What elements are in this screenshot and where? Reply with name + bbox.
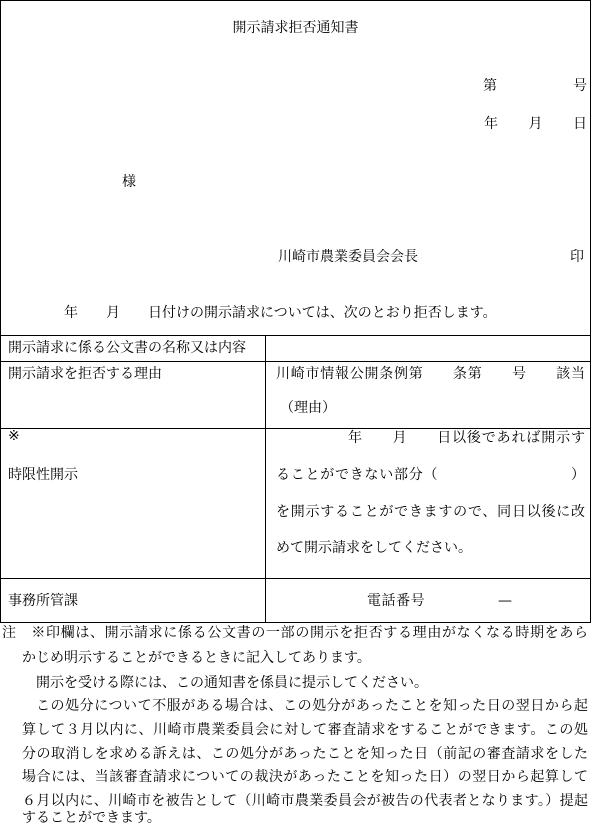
note-line: かじめ明示することができるときに記入してあります。 — [22, 650, 371, 666]
note-line: 注 ※印欄は、開示請求に係る公文書の一部の開示を拒否する理由がなくなる時期をあら — [2, 625, 588, 641]
row-divider — [0, 361, 591, 362]
document-date-line: 年 月 日 — [484, 116, 587, 132]
issuer-name: 川崎市農業委員会会長 — [278, 249, 418, 265]
row-divider — [0, 578, 591, 579]
ordinance-article-line: 川崎市情報公開条例第 条第 号 該当 — [276, 366, 585, 382]
phone-number-line: 電話番号 — — [367, 593, 512, 609]
note-line: 場合には、当該審査請求についての裁決があったことを知った日）の翌日から起算して — [22, 769, 588, 785]
seal-mark: 印 — [570, 249, 584, 265]
note-line: することができます。 — [22, 810, 161, 826]
office-label: 事務所管課 — [8, 593, 78, 609]
table-top-rule — [0, 335, 591, 336]
document-number-line: 第 号 — [483, 78, 587, 94]
document-title: 開示請求拒否通知書 — [232, 20, 359, 36]
document-name-label: 開示請求に係る公文書の名称又は内容 — [8, 340, 246, 356]
note-line: ６月以内に、川崎市を被告として（川崎市農業委員会が被告の代表者となります。）提起 — [22, 793, 588, 809]
addressee-suffix: 様 — [122, 174, 136, 190]
time-limited-text-line: を開示することができますので、同日以後に改 — [276, 504, 585, 520]
time-limited-label: 時限性開示 — [8, 467, 78, 483]
note-line: 算して３月以内に、川崎市農業委員会に対して審査請求をすることができます。この処 — [22, 722, 588, 738]
column-divider — [265, 335, 266, 622]
time-limited-text-line: ることができない部分（ ） — [276, 467, 585, 483]
time-limited-text-line: 年 月 日以後であれば開示す — [348, 430, 585, 446]
asterisk-mark: ※ — [8, 428, 20, 444]
note-line: この処分について不服がある場合は、この処分があったことを知った日の翌日から起 — [36, 698, 588, 714]
note-line: 開示を受ける際には、この通知書を係員に提示してください。 — [36, 675, 428, 691]
note-line: 分の取消しを求める訴えは、この処分があったことを知った日（前記の審査請求をした — [22, 746, 588, 762]
reason-detail-label: （理由） — [280, 400, 336, 416]
refusal-statement: 年 月 日付けの開示請求については、次のとおり拒否します。 — [64, 305, 497, 321]
refusal-reason-label: 開示請求を拒否する理由 — [8, 366, 162, 382]
time-limited-text-line: めて開示請求をしてください。 — [276, 540, 472, 556]
